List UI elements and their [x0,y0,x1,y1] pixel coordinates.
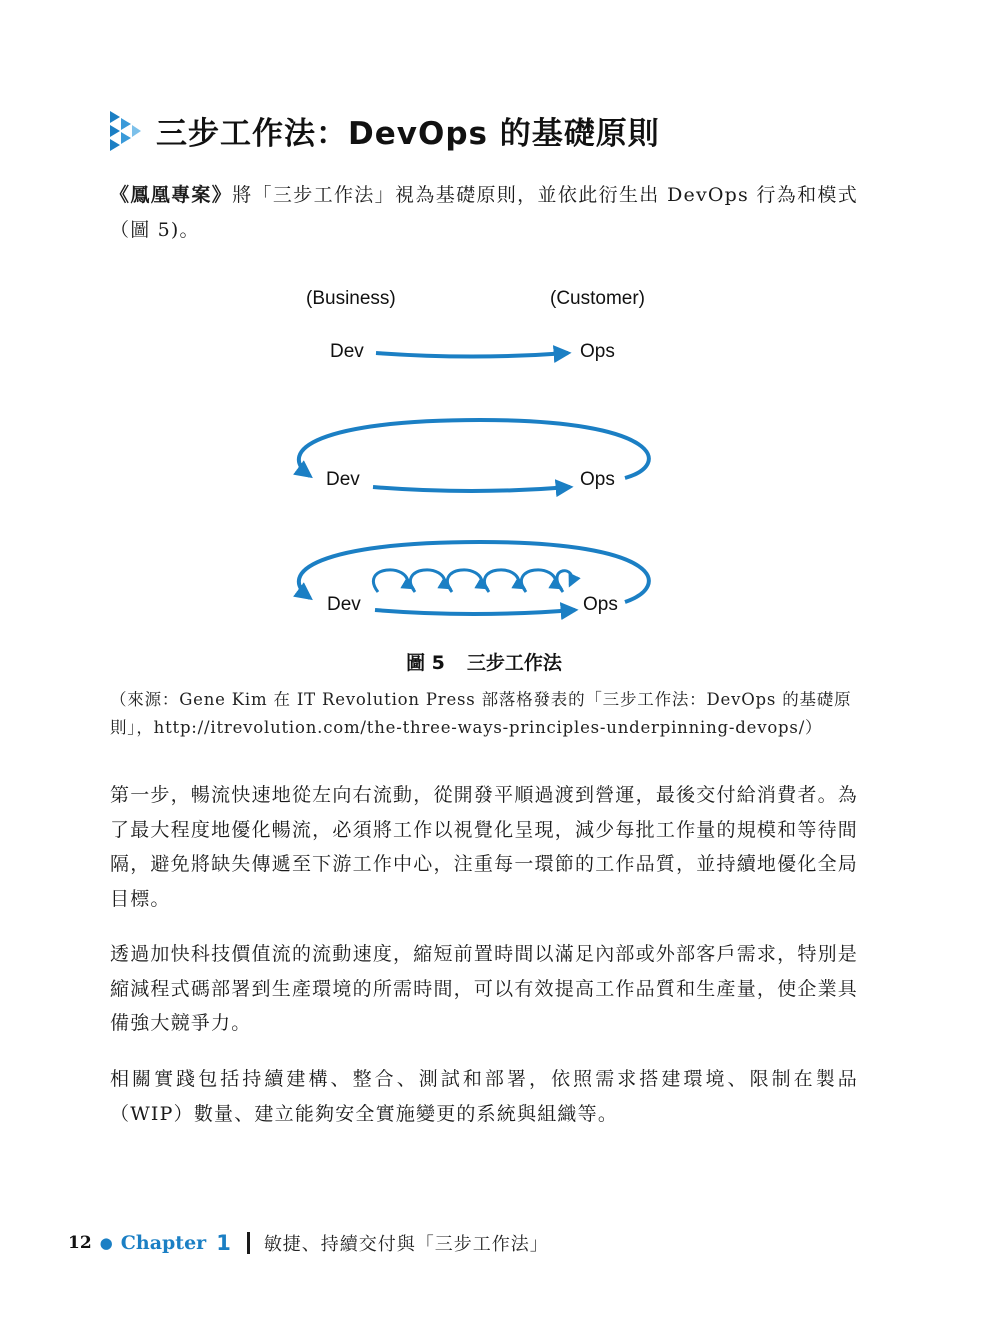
flow-arrow [373,487,570,491]
label-business: (Business) [306,288,396,309]
ops-label: Ops [583,594,618,615]
section-heading [108,108,660,153]
dev-label: Dev [330,341,364,362]
label-customer: (Customer) [550,288,646,309]
chapter-number: 1 [216,1231,231,1255]
divider [247,1232,250,1254]
third-way [299,542,649,615]
flow-arrow [375,610,575,614]
ops-label: Ops [580,469,615,490]
chapter-title: 敏捷、持續交付與「三步工作法」 [263,1234,549,1255]
ops-label: Ops [580,341,615,362]
bullet-icon: ● [99,1234,113,1252]
intro-text: 將「三步工作法」視為基礎原則，並依此衍生出 DevOps 行為和模式（圖 5)。 [110,184,858,241]
flow-arrow [376,353,568,357]
page-number: 12 [68,1233,92,1253]
figure-source: （來源：Gene Kim 在 IT Revolution Press 部落格發表的「三步工作法：DevOps 的基礎原則」，http://itrevolution.com/the-three-ways-principles-underpinning-devops/） [110,690,852,737]
chapter-label: Chapter [120,1232,207,1254]
figure-number: 圖 5 [406,652,445,674]
dev-label: Dev [327,594,361,615]
intro-paragraph [110,178,858,247]
first-way [330,341,615,362]
body-paragraph: 第一步，暢流快速地從左向右流動，從開發平順過渡到營運，最後交付給消費者。為了最大程度地優化暢流，必須將工作以視覺化呈現，減少每批工作量的規模和等待間隔，避免將缺失傳遞至下游工作中心，注重每一環節的工作品質，並持續地優化全局目標。 [110,784,858,910]
dev-label: Dev [326,469,360,490]
page-footer [68,1230,549,1256]
triangle-cluster-icon [108,109,142,153]
three-ways-diagram [280,280,680,630]
book-title: 《鳳凰專案》 [110,184,233,206]
body-paragraph: 透過加快科技價值流的流動速度，縮短前置時間以滿足內部或外部客戶需求，特別是縮減程式碼部署到生產環境的所需時間，可以有效提高工作品質和生產量，使企業具備強大競爭力。 [110,943,858,1034]
small-loops [373,570,571,592]
figure-caption [0,648,968,675]
section-title: 三步工作法：DevOps 的基礎原則 [156,116,660,152]
figure-title: 三步工作法 [466,652,562,674]
second-way [299,420,649,491]
body-paragraph: 相關實踐包括持續建構、整合、測試和部署，依照需求搭建環境、限制在製品（WIP）數量、建立能夠安全實施變更的系統與組織等。 [110,1068,858,1125]
